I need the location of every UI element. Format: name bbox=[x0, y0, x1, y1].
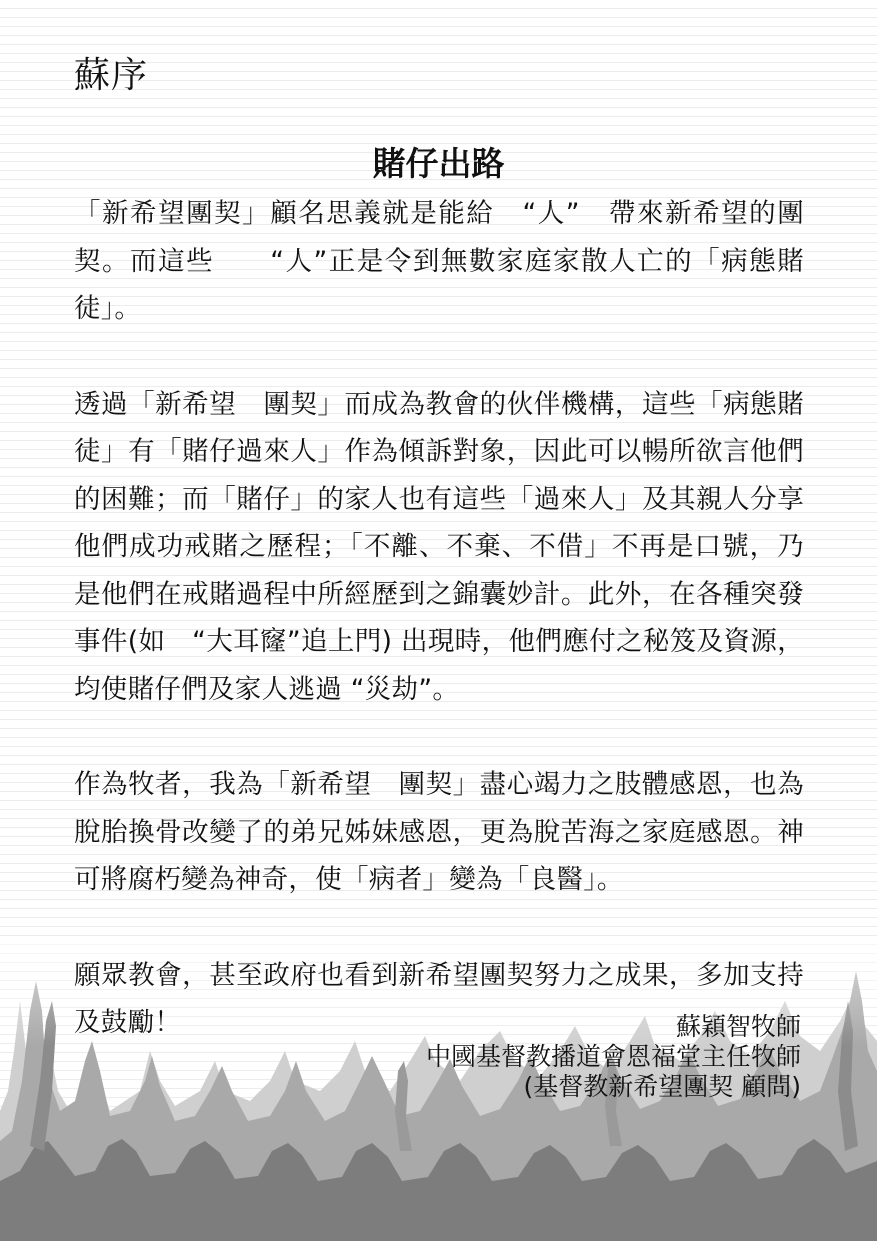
paragraph-3: 作為牧者，我為「新希望 團契」盡心竭力之肢體感恩，也為脫胎換骨改變了的弟兄姊妹感恩，更為脫苦海之家庭感恩。神可將腐朽變為神奇，使「病者」變為「良醫」。 bbox=[74, 769, 804, 895]
signature-name: 蘇穎智牧師 bbox=[675, 1012, 801, 1041]
article-title bbox=[0, 140, 877, 188]
signature-position: 中國基督教播道會恩福堂主任牧師 bbox=[425, 1042, 801, 1071]
paragraph-1: 「新希望團契」顧名思義就是能給 “人” 帶來新希望的團契。而這些 “人”正是令到無數家庭家散人亡的「病態賭徒」。 bbox=[74, 198, 804, 324]
preface-heading: 蘇序 bbox=[74, 55, 149, 96]
signature-block bbox=[426, 1012, 801, 1102]
article-title-text: 賭仔出路 bbox=[372, 144, 505, 183]
article-body bbox=[74, 190, 804, 1095]
paragraph-2: 透過「新希望 團契」而成為教會的伙伴機構，這些「病態賭徒」有「賭仔過來人」作為傾訴對象，因此可以暢所欲言他們的困難；而「賭仔」的家人也有這些「過來人」及其親人分享他們成功戒賭之歷程；「不離、不棄、不借」不再是口號，乃是他們在戒賭過程中所經歷到之錦囊妙計。此外，在各種突發事件(如 “大耳窿”追上門) 出現時，他們應付之秘笈及資源，均使賭仔們及家人逃過 “災劫”。 bbox=[74, 388, 804, 705]
signature-role: (基督教新希望團契 顧問) bbox=[523, 1072, 801, 1101]
paragraph-4: 願眾教會，甚至政府也看到新希望團契努力之成果，多加支持及鼓勵！ bbox=[74, 959, 804, 1038]
